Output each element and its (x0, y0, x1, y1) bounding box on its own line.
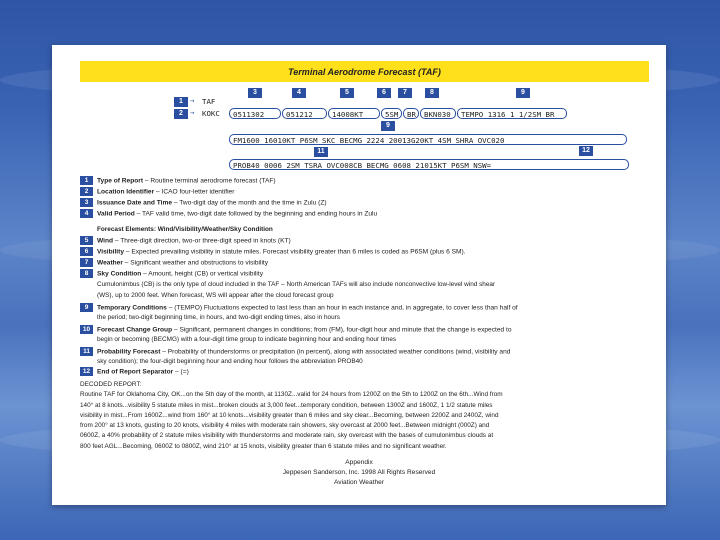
legend-item: 4 Valid Period – TAF valid time, two-digit date followed by the beginning and ending hours in Zulu (80, 209, 640, 219)
legend-item: 7 Weather – Significant weather and obstructions to visibility (80, 258, 640, 268)
callout-1: 1 (174, 97, 188, 107)
callout-2: 2 (174, 109, 188, 119)
callout-8: 8 (425, 88, 439, 98)
legend-item: 8 Sky Condition – Amount, height (CB) or vertical visibility (80, 269, 640, 279)
callout-10: 9 (381, 121, 395, 131)
wind-segment: 14008KT (328, 108, 380, 119)
document-title: Terminal Aerodrome Forecast (TAF) (80, 61, 649, 82)
decoded-report (80, 380, 645, 452)
legend-item: 12 End of Report Separator – (=) (80, 367, 640, 377)
probability-segment: PROB40 0006 2SM TSRA OVC008CB BECMG 0608 21015KT P6SM NSW= (229, 159, 629, 170)
decoded-line: 0600Z, a 40% probability of 2 statute miles visibility with thunderstorms and moderate rain, sky overcast with the bases of cumulonimbus clouds at (80, 432, 494, 440)
section-heading: Forecast Elements: Wind/Visibility/Weather/Sky Condition (97, 226, 273, 233)
legend-continuation: sky condition); the four-digit beginning hour and ending hour follows the abbreviation PROB40 (97, 358, 363, 365)
taf-type-code: TAF (202, 97, 216, 106)
legend-continuation: begin or becoming (BECMG) with a four-digit time group to indicate beginning hour and ending hour times (97, 336, 397, 343)
decoded-line: 140° at 8 knots...visibility 5 statute miles in mist...broken clouds at 3,000 feet...temporary condition, between 1300Z and 1600Z, 1 1/2 statute miles (80, 401, 493, 409)
decoded-line: from 200° at 13 knots, gusting to 20 knots, visibility 4 miles with moderate rain showers, sky overcast at 2000 feet...Between midnight (000Z) and (80, 422, 490, 430)
valid-period-segment: 051212 (282, 108, 327, 119)
decoded-line: Routine TAF for Oklahoma City, OK...on the 5th day of the month, at 1130Z...valid for 24 hours from 1200Z on the 5th to 1200Z on the 6th...Wind from (80, 391, 503, 399)
cumulonimbus-note: Cumulonimbus (CB) is the only type of cloud included in the TAF – North American TAFs will also include nonconvective low-level wind shear (97, 281, 496, 288)
sky-condition-segment: BKN030 (420, 108, 456, 119)
cumulonimbus-note: (WS), up to 2000 feet. When forecast, WS will appear after the cloud forecast group (97, 292, 334, 299)
callout-9: 9 (516, 88, 530, 98)
legend-item: 6 Visibility – Expected prevailing visibility in statute miles. Forecast visibility greater than 6 miles is coded as P6SM (plus 6 SM). (80, 247, 640, 257)
footer-appendix: Appendix (345, 459, 373, 466)
visibility-segment: 5SM (381, 108, 402, 119)
callout-5: 5 (340, 88, 354, 98)
weather-segment: BR (403, 108, 419, 119)
callout-7: 7 (398, 88, 412, 98)
callout-6: 6 (377, 88, 391, 98)
legend-item: 5 Wind – Three-digit direction, two-or three-digit speed in knots (KT) (80, 236, 640, 246)
legend-item: 9 Temporary Conditions – (TEMPO) Fluctuations expected to last less than an hour in each instance and, in aggregate, to cover less than half of (80, 303, 645, 313)
legend-item: 11 Probability Forecast – Probability of thunderstorms or precipitation (in percent), along with associated weather conditions (wind, visibility and (80, 347, 645, 357)
legend-item: 3 Issuance Date and Time – Two-digit day of the month and the time in Zulu (Z) (80, 198, 640, 208)
callout-12: 12 (579, 146, 593, 156)
callout-11: 11 (314, 147, 328, 157)
decoded-line: 800 feet AGL...Becoming, 0600Z to 0800Z, wind 210° at 15 knots, visibility greater than 6 statute miles and no significant weather. (80, 442, 447, 450)
legend-item: 10 Forecast Change Group – Significant, permanent changes in conditions; from (FM), four-digit hour and minute that the change is expected to (80, 325, 645, 335)
forecast-change-segment: FM1600 16010KT P6SM SKC BECMG 2224 20013G20KT 4SM SHRA OVC020 (229, 134, 627, 145)
issuance-time-segment: 0511302 (229, 108, 281, 119)
taf-document (52, 45, 666, 505)
arrow-icon: → (190, 108, 195, 117)
taf-location-code: KOKC (202, 109, 220, 118)
decoded-line: visibility in mist...From 1600Z...wind from 160° at 10 knots...visibility greater than 6 miles and sky clear...Becoming, between 2200Z and 2400Z, wind (80, 411, 499, 419)
footer-copyright: Jeppesen Sanderson, Inc. 1998 All Rights Reserved (282, 469, 436, 476)
legend-item: 2 Location Identifier – ICAO four-letter identifier (80, 187, 640, 197)
callout-3: 3 (248, 88, 262, 98)
callout-4: 4 (292, 88, 306, 98)
decoded-heading: DECODED REPORT: (80, 381, 142, 388)
arrow-icon: → (190, 96, 195, 105)
legend-continuation: the period; two-digit beginning time, in hours, and two-digit ending times, also in hours (97, 314, 340, 321)
legend-item: 1 Type of Report – Routine terminal aerodrome forecast (TAF) (80, 176, 640, 186)
footer-subject: Aviation Weather (334, 479, 384, 486)
tempo-segment: TEMPO 1316 1 1/2SM BR (457, 108, 567, 119)
